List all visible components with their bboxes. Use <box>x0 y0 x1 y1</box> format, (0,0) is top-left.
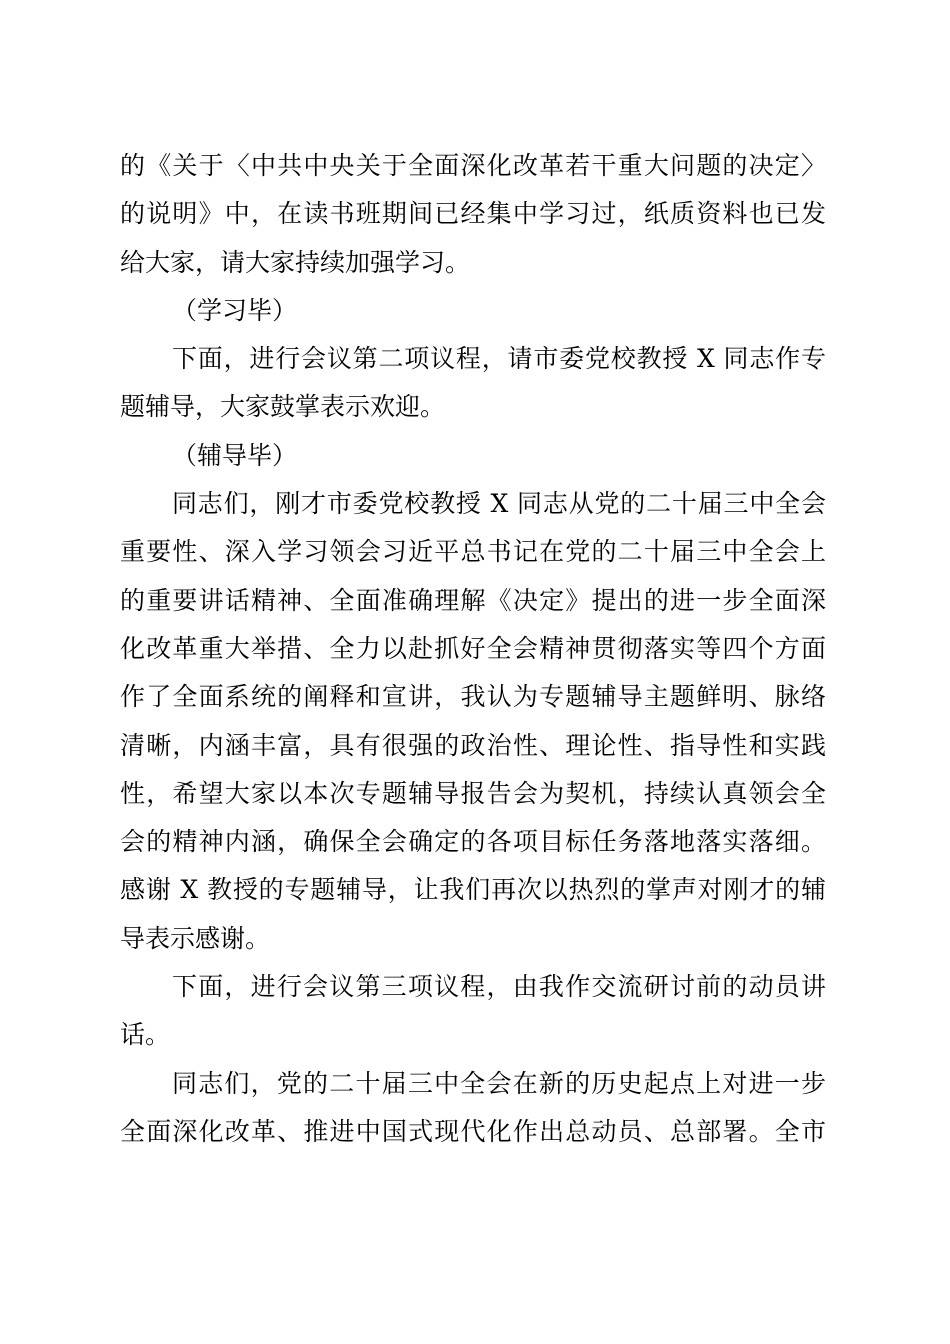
text-line: 给大家，请大家持续加强学习。 <box>120 247 471 277</box>
text-line: 感谢 X 教授的专题辅导，让我们再次以热烈的掌声对刚才的辅 <box>120 875 826 905</box>
text-line: 的重要讲话精神、全面准确理解《决定》提出的进一步全面深 <box>120 585 826 615</box>
text-line: 清晰，内涵丰富，具有很强的政治性、理论性、指导性和实践 <box>120 730 826 760</box>
text-line: 会的精神内涵，确保全会确定的各项目标任务落地落实落细。 <box>120 827 826 857</box>
text-line: （学习毕） <box>172 295 298 325</box>
text-line: 下面，进行会议第二项议程，请市委党校教授 X 同志作专 <box>172 344 826 374</box>
text-line: 导表示感谢。 <box>120 923 271 953</box>
text-line: （辅导毕） <box>172 440 298 470</box>
text-line: 作了全面系统的阐释和宣讲，我认为专题辅导主题鲜明、脉络 <box>120 682 826 712</box>
text-line: 全面深化改革、推进中国式现代化作出总动员、总部署。全市 <box>120 1116 826 1146</box>
text-line: 话。 <box>120 1020 171 1050</box>
text-line: 化改革重大举措、全力以赴抓好全会精神贯彻落实等四个方面 <box>120 633 826 663</box>
text-line: 题辅导，大家鼓掌表示欢迎。 <box>120 392 446 422</box>
text-line: 的《关于〈中共中央关于全面深化改革若干重大问题的决定〉 <box>120 151 826 180</box>
document-body <box>120 142 826 1156</box>
text-line: 下面，进行会议第三项议程，由我作交流研讨前的动员讲 <box>172 972 826 1002</box>
text-line: 性，希望大家以本次专题辅导报告会为契机，持续认真领会全 <box>120 778 826 808</box>
text-line: 同志们，刚才市委党校教授 X 同志从党的二十届三中全会 <box>172 489 826 519</box>
text-line: 的说明》中，在读书班期间已经集中学习过，纸质资料也已发 <box>120 199 826 229</box>
text-line: 同志们，党的二十届三中全会在新的历史起点上对进一步 <box>172 1068 826 1098</box>
text-line: 重要性、深入学习领会习近平总书记在党的二十届三中全会上 <box>120 537 826 567</box>
